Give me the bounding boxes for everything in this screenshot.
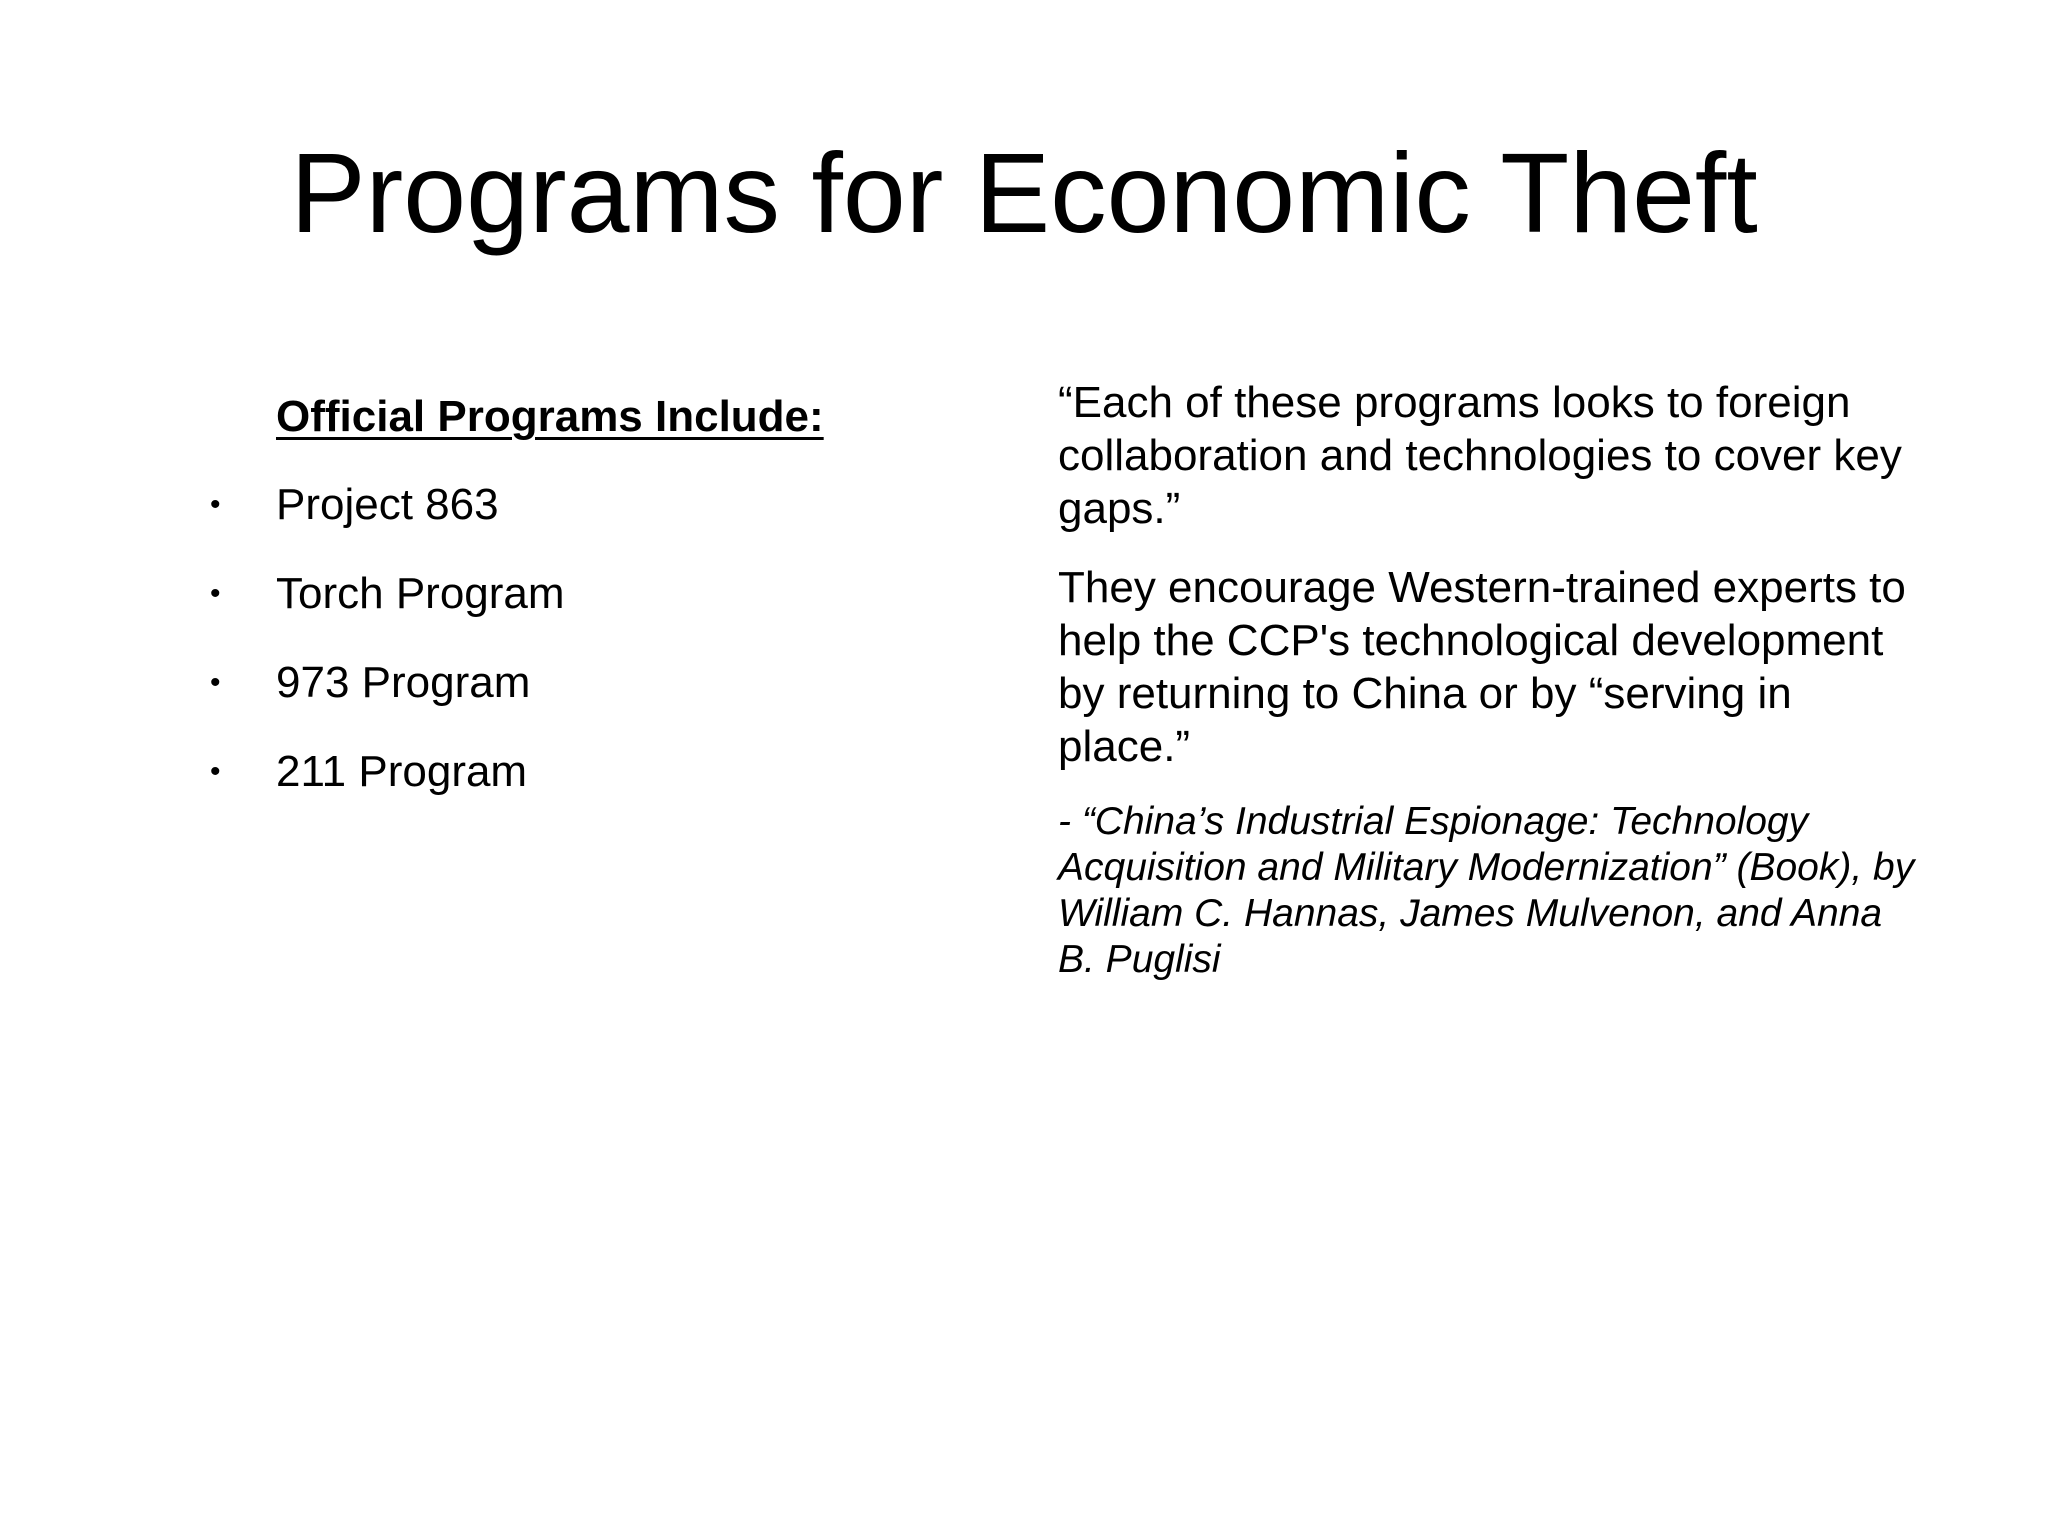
program-name: 973 Program [276,658,531,707]
list-item [200,565,960,623]
program-list [200,476,960,801]
bullet-icon: • [210,488,221,521]
program-name: 211 Program [276,747,528,796]
program-name: Project 863 [276,480,499,529]
program-name: Torch Program [276,569,565,618]
source-citation: - “China’s Industrial Espionage: Technology Acquisition and Military Modernization” (Book), by William C. Hannas, James Mulvenon, and Anna B. Puglisi [1058,800,1915,981]
quote-paragraph-2: They encourage Western-trained experts to help the CCP's technological development by returning to China or by “serving in place.” [1058,563,1906,771]
quote-paragraph-1: “Each of these programs looks to foreign collaboration and technologies to cover key gaps.” [1058,378,1902,533]
list-item [200,654,960,712]
slide-title: Programs for Economic Theft [290,130,1758,256]
bullet-icon: • [210,577,221,610]
programs-column [200,390,960,832]
bullet-icon: • [210,755,221,788]
bullet-icon: • [210,666,221,699]
list-item [200,743,960,801]
quote-column [1058,376,1918,983]
programs-heading: Official Programs Include: [276,392,824,441]
list-item [200,476,960,534]
